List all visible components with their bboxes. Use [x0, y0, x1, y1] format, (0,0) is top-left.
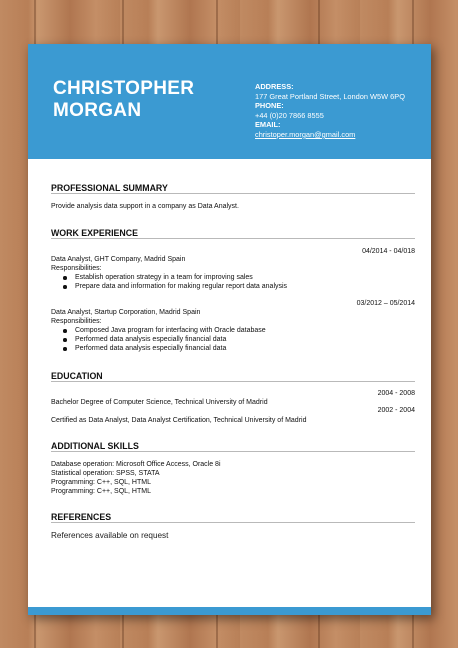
contact-block: [255, 82, 425, 140]
job-role: Data Analyst, Startup Corporation, Madrid Spain: [51, 309, 201, 316]
section-divider: [51, 193, 415, 194]
skills-heading: ADDITIONAL SKILLS: [51, 441, 139, 451]
section-divider: [51, 238, 415, 239]
section-divider: [51, 522, 415, 523]
candidate-name: [53, 78, 194, 122]
resume-header: [28, 44, 431, 159]
list-item: Prepare data and information for making regular report data analysis: [51, 282, 381, 291]
skill-line: Programming: C++, SQL, HTML: [51, 488, 151, 496]
job-entry: [51, 308, 381, 353]
responsibilities-list: [51, 273, 381, 291]
section-divider: [51, 451, 415, 452]
skill-line: Database operation: Microsoft Office Access, Oracle 8i: [51, 461, 221, 468]
skill-line: Statistical operation: SPSS, STATA: [51, 470, 160, 478]
education-heading: EDUCATION: [51, 371, 103, 381]
responsibilities-label: Responsibilities:: [51, 265, 102, 273]
job-dates: 04/2014 - 04/018: [362, 248, 415, 255]
education-dates: 2002 - 2004: [377, 407, 415, 414]
address-value: 177 Great Portland Street, London W5W 6PQ: [255, 91, 405, 101]
address-label: ADDRESS:: [255, 82, 294, 91]
phone-value: +44 (0)20 7866 8555: [255, 110, 324, 120]
summary-text: Provide analysis data support in a company as Data Analyst.: [51, 203, 239, 210]
experience-heading: WORK EXPERIENCE: [51, 228, 139, 238]
list-item: Performed data analysis especially financial data: [51, 344, 381, 353]
education-entry: Bachelor Degree of Computer Science, Technical University of Madrid: [51, 399, 268, 406]
responsibilities-label: Responsibilities:: [51, 318, 102, 326]
summary-heading: PROFESSIONAL SUMMARY: [51, 183, 168, 193]
references-heading: REFERENCES: [51, 512, 112, 522]
education-entry: Certified as Data Analyst, Data Analyst Certification, Technical University of Madrid: [51, 417, 307, 424]
education-dates: 2004 - 2008: [377, 390, 415, 397]
name-first: CHRISTOPHER: [53, 78, 195, 99]
resume-page: [28, 44, 431, 615]
email-link[interactable]: christoper.morgan@gmail.com: [255, 129, 356, 139]
list-item: Establish operation strategy in a team for improving sales: [51, 273, 381, 282]
name-last: MORGAN: [53, 100, 142, 121]
responsibilities-list: [51, 326, 381, 353]
list-item: Performed data analysis especially financial data: [51, 335, 381, 344]
skill-line: Programming: C++, SQL, HTML: [51, 479, 151, 487]
phone-label: PHONE:: [255, 101, 284, 111]
list-item: Composed Java program for interfacing with Oracle database: [51, 326, 381, 335]
job-dates: 03/2012 – 05/2014: [356, 300, 415, 307]
email-label: EMAIL:: [255, 120, 281, 130]
references-text: References available on request: [51, 531, 169, 540]
footer-accent-bar: [28, 607, 431, 615]
job-entry: [51, 255, 381, 291]
job-role: Data Analyst, GHT Company, Madrid Spain: [51, 256, 186, 263]
skills-list: [51, 460, 221, 496]
section-divider: [51, 381, 415, 382]
